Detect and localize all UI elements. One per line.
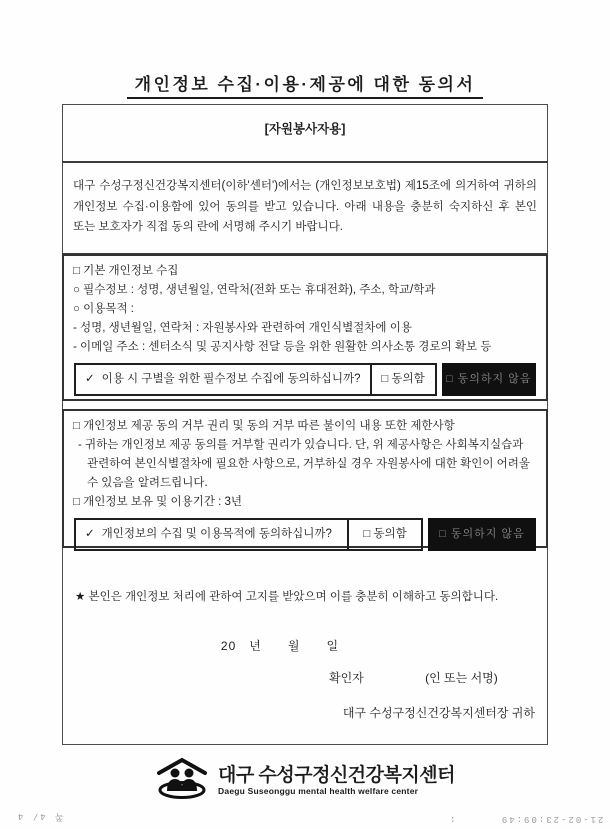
consent-form-box (62, 104, 548, 745)
intro-section (62, 161, 548, 254)
basic-info-section (62, 254, 548, 401)
basic-item-required: ○ 필수정보 : 성명, 생년월일, 연락처(전화 또는 휴대전화), 주소, 학교/학과 (73, 284, 436, 296)
consent-row-collection (74, 363, 536, 396)
form-type-label: [자원봉사자용] (264, 122, 346, 136)
disagree-label-1: □ 동의하지 않음 (445, 373, 532, 385)
disagree-checkbox-2[interactable] (428, 518, 536, 551)
recipient-line: 대구 수성구정신건강복지센터장 귀하 (342, 706, 535, 720)
signer-note: (인 또는 서명) (425, 671, 498, 685)
basic-item-purpose-detail-1: - 성명, 생년월일, 연락처 : 자원봉사와 관련하여 개인식별절차에 이용 (73, 322, 412, 334)
agree-label-1: □ 동의함 (381, 373, 425, 385)
refusal-section-heading: □ 개인정보 제공 동의 거부 권리 및 동의 거부 따른 불이익 내용 또한 제한사항 (73, 420, 455, 432)
org-name-english: Daegu Suseonggu mental health welfare center (218, 786, 419, 796)
consent-question-1 (74, 363, 372, 396)
fax-timestamp: 21-02-23:09:49 : (448, 814, 604, 824)
retention-period-text: □ 개인정보 보유 및 이용기간 : 3년 (73, 496, 243, 508)
agree-checkbox-1[interactable] (372, 363, 437, 396)
consent-question-2 (74, 518, 349, 551)
basic-item-purpose: ○ 이용목적 : (73, 303, 134, 315)
house-people-logo-icon (155, 757, 209, 804)
disagree-checkbox-1[interactable] (442, 363, 537, 396)
fax-page-marker: 쪽 4/ 4 (16, 811, 64, 821)
agree-checkbox-2[interactable] (349, 518, 423, 551)
consent-question-2-text: 개인정보의 수집 및 이용목적에 동의하십니까? (101, 528, 332, 540)
check-icon: ✓ (85, 373, 95, 385)
center-logo (0, 757, 610, 804)
consent-question-1-text: 이용 시 구별을 위한 필수정보 수집에 동의하십니까? (101, 373, 361, 385)
refusal-rights-section (62, 409, 548, 548)
org-name-korean: 대구 수성구정신건강복지센터 (218, 765, 455, 786)
signer-label: 확인자 (329, 671, 364, 685)
org-name-block (218, 765, 455, 796)
check-icon: ✓ (85, 528, 95, 540)
intro-text: 대구 수성구정신건강복지센터(이하'센터')에서는 (개인정보보호법) 제15조에 의거하여 귀하의 개인정보 수집·이용함에 있어 동의를 받고 있습니다. 아래 내용을 충분히 숙지하신 후 본인 또는 보호자가 직접 동의 란에 서명해 주시기 바랍니다. (73, 180, 537, 233)
date-line: 20 년 월 일 (220, 639, 340, 653)
declaration-statement: ★ 본인은 개인정보 처리에 관하여 고지를 받았으며 이를 충분히 이해하고 동의합니다. (75, 590, 499, 603)
document-title (0, 70, 610, 95)
agree-label-2: □ 동의함 (363, 528, 407, 540)
refusal-body-text: - 귀하는 개인정보 제공 동의를 거부할 권리가 있습니다. 단, 위 제공사항은 사회복지실습과 관련하여 본인식별절차에 필요한 사항으로, 거부하실 경우 자원봉사에 대한 확인이 어려울 수 있음을 알려드립니다. (78, 439, 530, 489)
disagree-label-2: □ 동의하지 않음 (439, 528, 525, 540)
basic-item-purpose-detail-2: - 이메일 주소 : 센터소식 및 공지사항 전달 등을 위한 원활한 의사소통 경로의 확보 등 (73, 341, 492, 353)
basic-section-heading: □ 기본 개인정보 수집 (73, 265, 179, 277)
signer-line (329, 669, 498, 686)
consent-row-purpose (74, 518, 536, 551)
document-title-text: 개인정보 수집·이용·제공에 대한 동의서 (127, 75, 484, 99)
